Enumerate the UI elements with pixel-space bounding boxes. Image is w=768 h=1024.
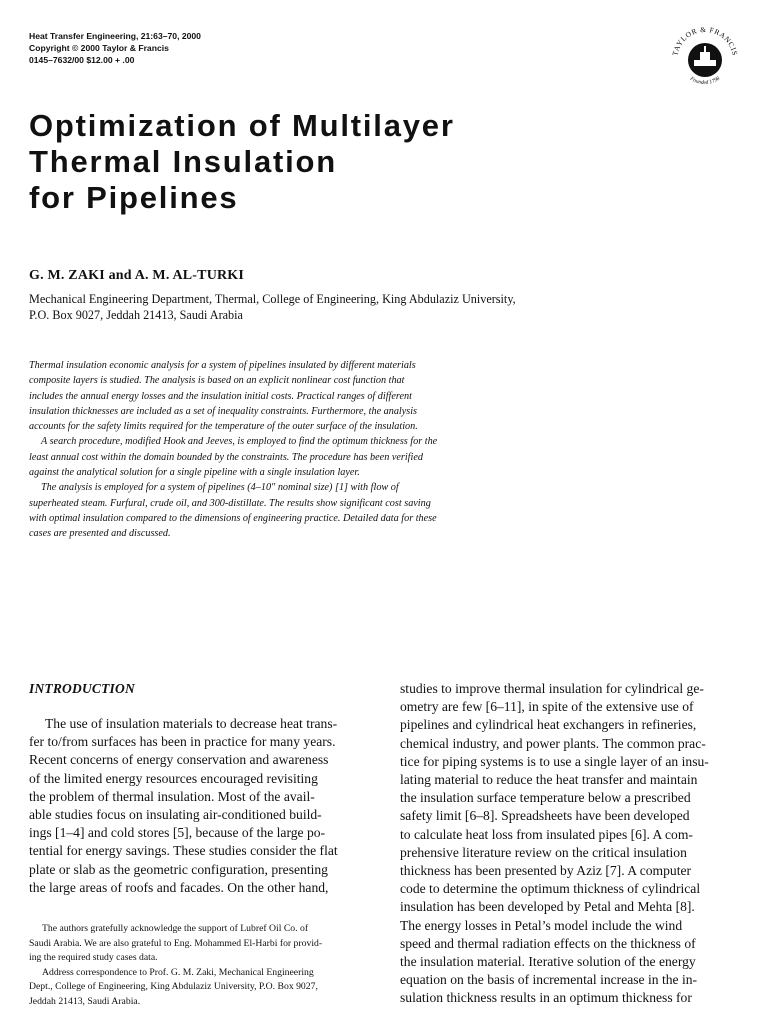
text-line: ometry are few [6–11], in spite of the extensive use of	[400, 699, 694, 715]
text-line: thickness has been presented by Aziz [7]. A computer	[400, 863, 692, 879]
abstract-line: accounts for the safety limits required for the temperature of the outer surface of the insulation.	[29, 421, 418, 433]
text-line: the insulation material. Iterative solution of the energy	[400, 954, 696, 970]
title-line-1: Optimization of Multilayer	[29, 108, 455, 143]
text-line: chemical industry, and power plants. The common prac-	[400, 735, 706, 751]
abstract-line: Thermal insulation economic analysis for a system of pipelines insulated by different materials	[29, 360, 416, 371]
journal-citation: Heat Transfer Engineering, 21:63–70, 2000	[29, 31, 201, 41]
footnote-line: Address correspondence to Prof. G. M. Zaki, Mechanical Engineering	[42, 966, 314, 978]
abstract-line: The analysis is employed for a system of pipelines (4–10″ nominal size) [1] with flow of	[41, 482, 399, 494]
text-line: code to determine the optimum thickness of cylindrical	[400, 881, 701, 897]
text-line: pipelines and cylindrical heat exchangers in refineries,	[400, 717, 697, 733]
footnote-line: The authors gratefully acknowledge the support of Lubref Oil Co. of	[42, 923, 309, 934]
text-line: The use of insulation materials to decrease heat trans-	[45, 716, 338, 731]
text-line: fer to/from surfaces has been in practice for many years.	[29, 734, 336, 750]
text-line: The energy losses in Petal’s model include the wind	[400, 917, 683, 933]
text-line: the problem of thermal insulation. Most of the avail-	[29, 788, 315, 804]
abstract-line: composite layers is studied. The analysis is based on an explicit nonlinear cost function that	[29, 375, 405, 387]
footnote-line: Saudi Arabia. We are also grateful to Eng. Mohammed El-Harbi for provid-	[29, 937, 323, 949]
authors: G. M. ZAKI and A. M. AL-TURKI	[29, 268, 245, 283]
intro-paragraph-right	[400, 680, 740, 1008]
footnote-line: Jeddah 21413, Saudi Arabia.	[29, 995, 141, 1007]
affiliation-line-2: P.O. Box 9027, Jeddah 21413, Saudi Arabia	[29, 307, 243, 322]
abstract-line: includes the annual energy losses and the insulation initial costs. Practical ranges of different	[29, 390, 412, 402]
text-line: able studies focus on insulating air-conditioned build-	[29, 807, 322, 823]
affiliation	[29, 292, 549, 323]
abstract-line: least annual cost within the domain bounded by the constraints. The procedure has been verified	[29, 451, 423, 463]
abstract-line: A search procedure, modified Hook and Jeeves, is employed to find the optimum thickness for the	[41, 436, 438, 448]
intro-paragraph-left	[29, 715, 371, 897]
svg-text:Founded 1798: Founded 1798	[688, 75, 722, 87]
abstract-line: superheated steam. Furfural, crude oil, and 300-distillate. The results show significant cost saving	[29, 497, 431, 509]
issn-price-line: 0145–7632/00 $12.00 + .00	[29, 55, 135, 65]
abstract-line: against the analytical solution for a single pipeline with a single insulation layer.	[29, 467, 360, 479]
journal-info	[29, 30, 289, 66]
section-heading: INTRODUCTION	[29, 681, 135, 696]
text-line: sulation thickness results in an optimum thickness for	[400, 990, 692, 1006]
svg-text:TAYLOR & FRANCIS: TAYLOR & FRANCIS	[670, 24, 740, 57]
text-line: Recent concerns of energy conservation and awareness	[29, 752, 329, 768]
text-line: speed and thermal radiation effects on the thickness of	[400, 935, 696, 951]
text-line: tential for energy savings. These studies consider the flat	[29, 843, 338, 859]
text-line: equation on the basis of incremental increase in the in-	[400, 972, 698, 988]
text-line: prehensive literature review on the critical insulation	[400, 844, 687, 860]
title-line-3: for Pipelines	[29, 180, 239, 215]
abstract-line: cases are presented and discussed.	[29, 528, 171, 540]
abstract-line: with optimal insulation compared to the dimensions of engineering practice. Detailed data for these	[29, 512, 437, 524]
affiliation-line-1: Mechanical Engineering Department, Thermal, College of Engineering, King Abdulaziz University,	[29, 292, 516, 306]
left-column	[29, 680, 371, 897]
title-line-2: Thermal Insulation	[29, 144, 337, 179]
publisher-seal-icon	[667, 22, 743, 98]
text-line: the insulation surface temperature below a prescribed	[400, 790, 691, 806]
text-line: plate or slab as the geometric configuration, presenting	[29, 861, 328, 877]
footnotes	[29, 922, 371, 1009]
text-line: to calculate heat loss from insulated pipes [6]. A com-	[400, 826, 693, 842]
copyright-line: Copyright © 2000 Taylor & Francis	[29, 43, 169, 53]
text-line: studies to improve thermal insulation for cylindrical ge-	[400, 681, 704, 696]
footnote-line: ing the required study cases data.	[29, 952, 158, 963]
text-line: safety limit [6–8]. Spreadsheets have been developed	[400, 808, 690, 824]
text-line: the large areas of roofs and facades. On the other hand,	[29, 879, 329, 895]
text-line: lating material to reduce the heat transfer and maintain	[400, 772, 698, 788]
text-line: insulation has been developed by Petal and Mehta [8].	[400, 899, 695, 915]
abstract-line: insulation thicknesses are included as a set of inequality constraints. Furthermore, the analysis	[29, 405, 418, 417]
paper-title	[29, 108, 629, 216]
text-line: ings [1–4] and cold stores [5], because of the large po-	[29, 825, 326, 841]
right-column	[400, 680, 740, 1008]
text-line: tice for piping systems is to use a single layer of an insu-	[400, 753, 709, 769]
text-line: of the limited energy resources encouraged revisiting	[29, 770, 318, 786]
abstract	[29, 358, 541, 542]
footnote-line: Dept., College of Engineering, King Abdulaziz University, P.O. Box 9027,	[29, 981, 318, 992]
publisher-logo	[667, 22, 743, 98]
